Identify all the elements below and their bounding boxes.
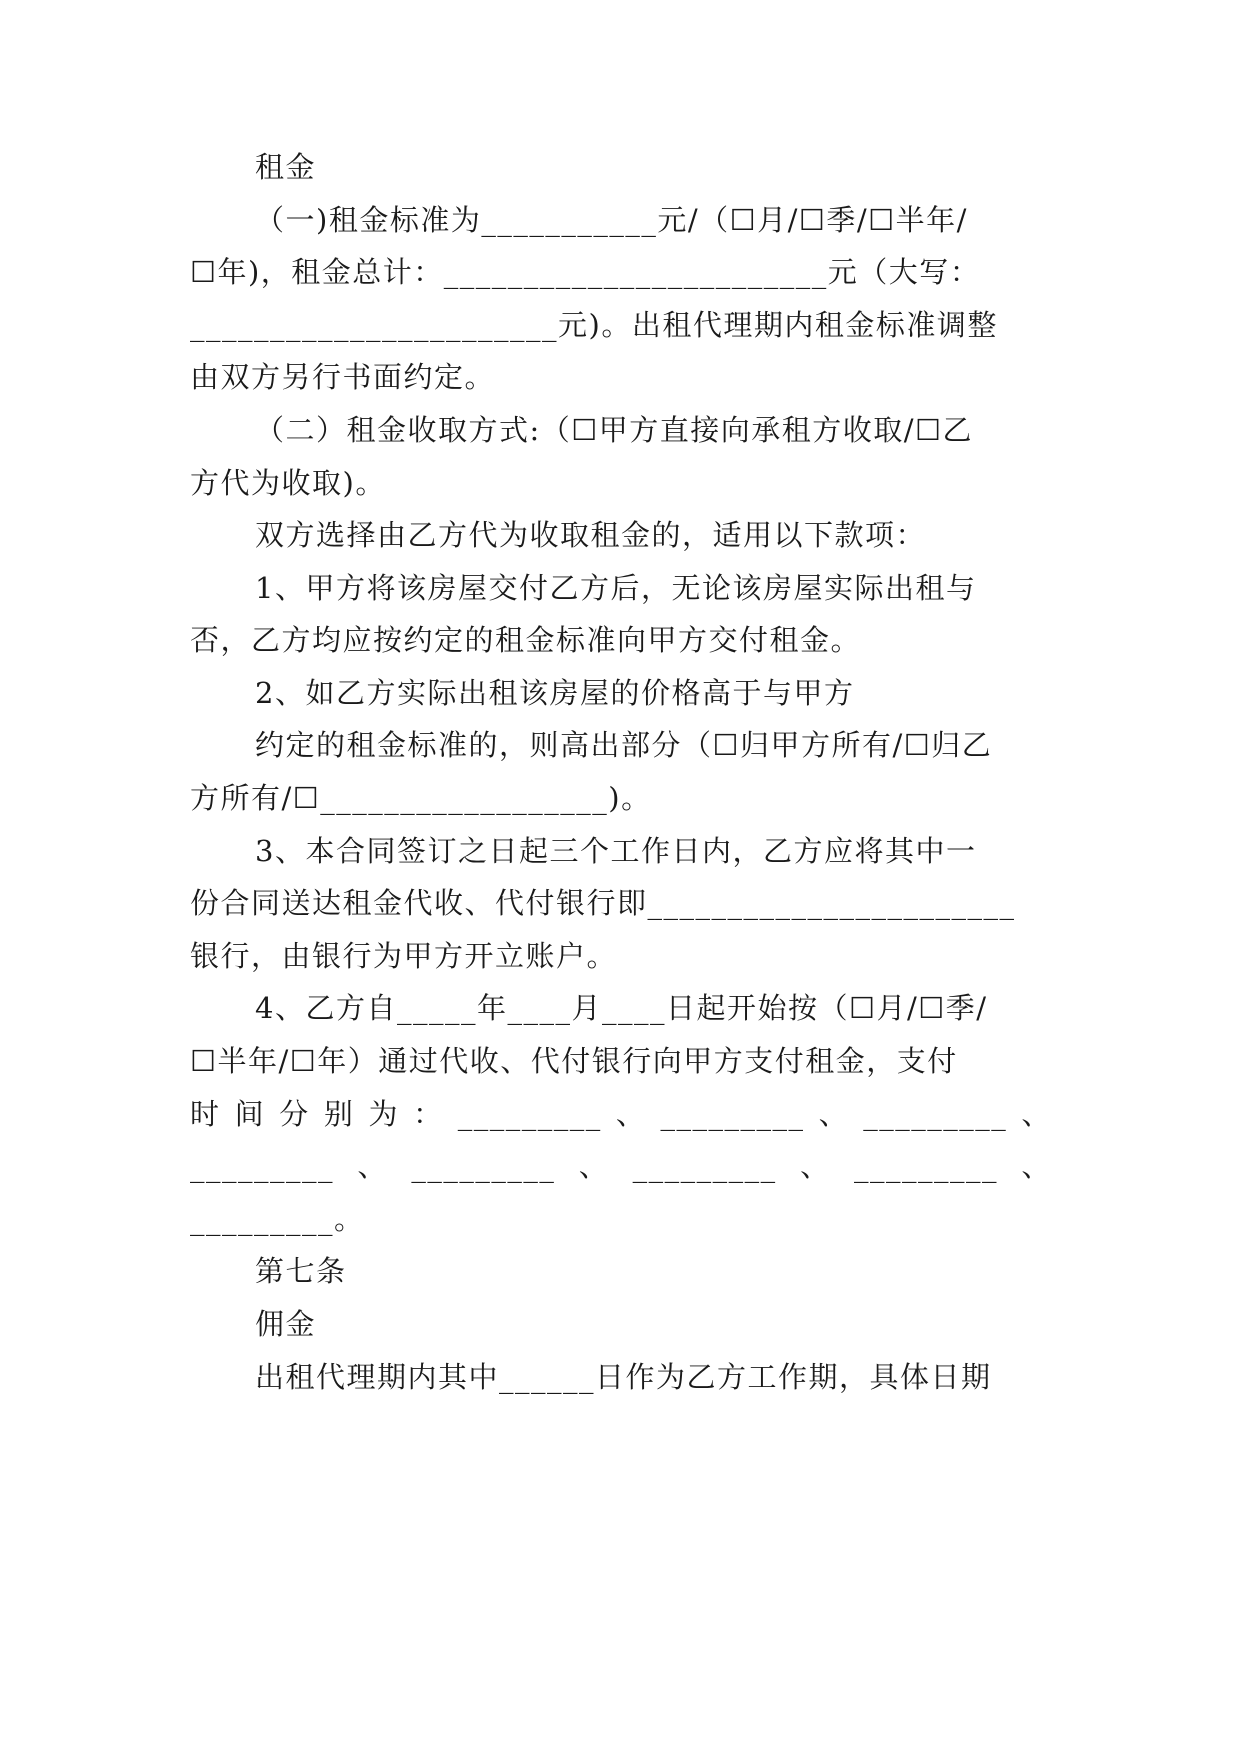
- clause-item-4: 4、乙方自_____年____月____日起开始按（☐月/☐季/: [255, 991, 988, 1025]
- clause-item-3: 3、本合同签订之日起三个工作日内，乙方应将其中一: [255, 834, 977, 868]
- clause-rent-adjust: 由双方另行书面约定。: [190, 360, 496, 394]
- article-7-heading: 第七条: [255, 1254, 347, 1288]
- clause-agent-collection: 双方选择由乙方代为收取租金的，适用以下款项：: [255, 518, 927, 552]
- clause-item-3-end: 银行，由银行为甲方开立账户。: [190, 939, 618, 973]
- clause-item-2-cont: 约定的租金标准的，则高出部分（☐归甲方所有/☐归乙: [255, 728, 993, 762]
- clause-item-1-cont: 否，乙方均应按约定的租金标准向甲方交付租金。: [190, 623, 862, 657]
- clause-collection-method: （二）租金收取方式:（☐甲方直接向承租方收取/☐乙: [255, 413, 974, 447]
- clause-item-4-cont: ☐半年/☐年）通过代收、代付银行向甲方支付租金，支付: [190, 1044, 958, 1078]
- heading-commission: 佣金: [255, 1307, 317, 1341]
- clause-rent-total: ☐年)，租金总计：________________________元（大写：: [190, 255, 981, 289]
- clause-item-2: 2、如乙方实际出租该房屋的价格高于与甲方: [255, 676, 855, 710]
- clause-item-2-end: 方所有/☐__________________)。: [190, 781, 652, 815]
- clause-rent-standard: （一)租金标准为___________元/（☐月/☐季/☐半年/: [255, 203, 968, 237]
- clause-rent-uppercase: _______________________元)。出租代理期内租金标准调整: [190, 308, 998, 342]
- clause-item-1: 1、甲方将该房屋交付乙方后，无论该房屋实际出租与: [255, 571, 977, 605]
- clause-item-3-cont: 份合同送达租金代收、代付银行即_______________________: [190, 886, 1016, 920]
- heading-rent: 租金: [255, 150, 317, 184]
- clause-collection-method-cont: 方代为收取)。: [190, 466, 386, 500]
- clause-payment-times: 时 间 分 别 为 ： _________ 、 _________ 、 _________ 、: [190, 1097, 1052, 1131]
- clause-payment-times-end: _________。: [190, 1202, 365, 1236]
- clause-payment-times-cont: _________ 、 _________ 、 _________ 、 _________ 、: [190, 1149, 1052, 1183]
- clause-work-period: 出租代理期内其中______日作为乙方工作期，具体日期: [255, 1360, 992, 1394]
